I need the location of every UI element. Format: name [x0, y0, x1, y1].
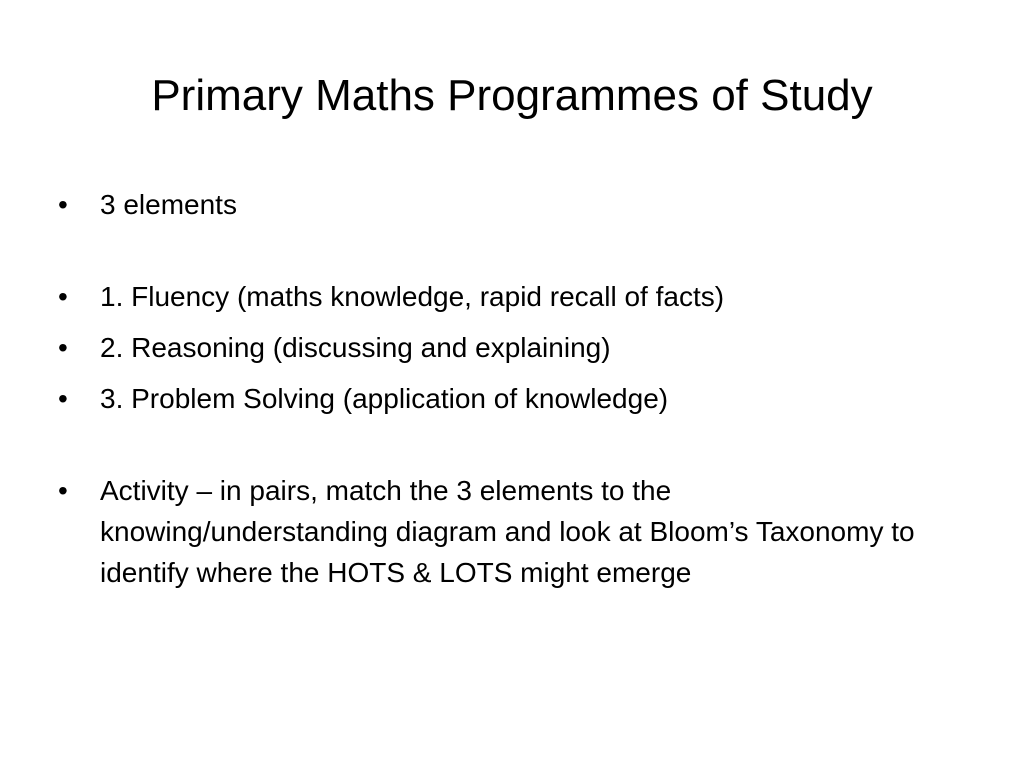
bullet-item-activity [58, 470, 958, 593]
slide-title: Primary Maths Programmes of Study [151, 71, 873, 120]
bullet-text: 3 elements [100, 189, 237, 220]
bullet-dot-icon: • [58, 475, 68, 506]
bullet-dot-icon: • [58, 332, 68, 363]
bullet-dot-icon: • [58, 383, 68, 414]
bullet-text: Activity – in pairs, match the 3 elements to the knowing/understanding diagram and look at Bloom’s Taxonomy to identify where the HOTS & LOTS might emerge [100, 475, 915, 588]
bullet-text: 1. Fluency (maths knowledge, rapid recall of facts) [100, 281, 725, 312]
bullet-dot-icon: • [58, 281, 68, 312]
bullet-item-elements [58, 184, 958, 225]
bullet-text: 2. Reasoning (discussing and explaining) [100, 332, 611, 363]
bullet-item-reasoning [58, 327, 958, 368]
bullet-text: 3. Problem Solving (application of knowledge) [100, 383, 669, 414]
bullet-list [58, 184, 958, 603]
bullet-item-problem-solving [58, 378, 958, 419]
bullet-item-fluency [58, 276, 958, 317]
bullet-dot-icon: • [58, 189, 68, 220]
